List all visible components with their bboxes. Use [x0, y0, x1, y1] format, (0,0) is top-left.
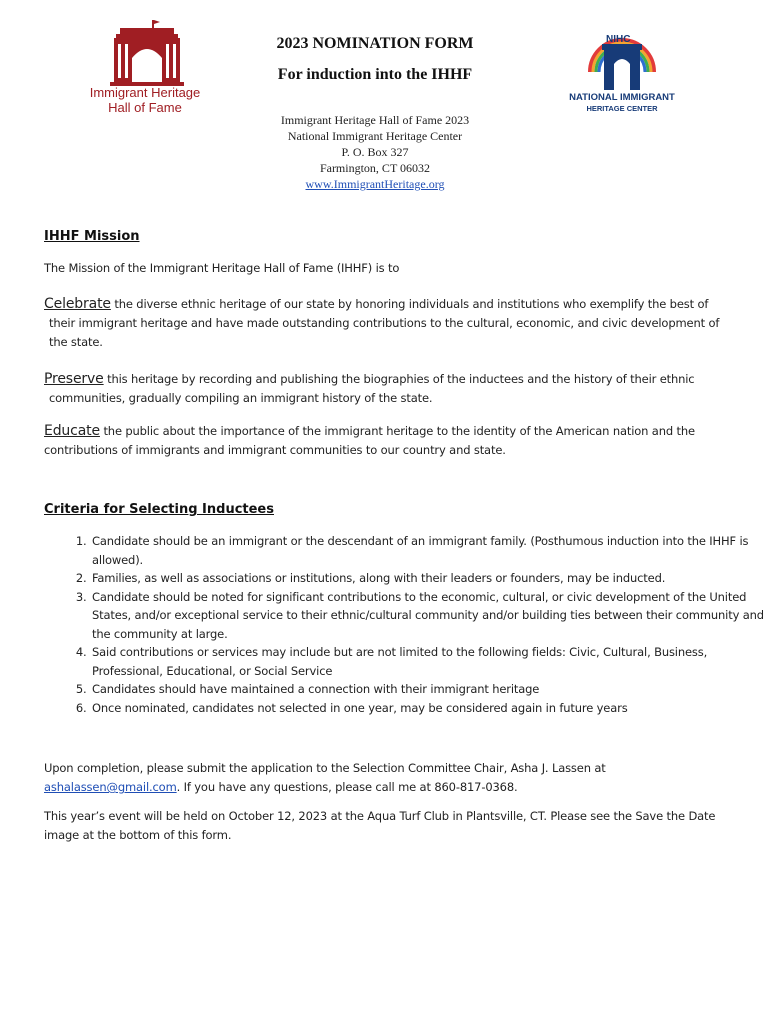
educate-line1: the public about the importance of the immigrant heritage to the identity of the American nation and the — [99, 424, 695, 438]
address-line-1: Immigrant Heritage Hall of Fame 2023 — [280, 113, 470, 127]
mission-item-preserve — [44, 370, 734, 408]
address-line-2: National Immigrant Heritage Center — [287, 129, 463, 143]
logo-left-line2: Hall of Fame — [108, 100, 182, 115]
submission-text-2: . If you have any questions, please call me at 860-817-0368. — [176, 780, 518, 794]
celebrate-line1: the diverse ethnic heritage of our state by honoring individuals and institutions who exemplify the best of — [110, 297, 709, 311]
website-link[interactable]: www.ImmigrantHeritage.org — [305, 177, 445, 191]
educate-rest: contributions of immigrants and immigrant communities to our country and state. — [44, 443, 506, 457]
logo-right-arc-text: NIHC — [606, 34, 631, 45]
mission-intro: The Mission of the Immigrant Heritage Hall of Fame (IHHF) is to — [44, 261, 400, 275]
preserve-rest: communities, gradually compiling an immigrant history of the state. — [49, 391, 433, 405]
criteria-heading: Criteria for Selecting Inductees — [44, 502, 274, 517]
nihc-arch-icon — [562, 14, 682, 94]
logo-left-line1: Immigrant Heritage — [89, 85, 201, 100]
logo-right-line1: NATIONAL IMMIGRANT — [569, 92, 675, 103]
criteria-item: 2. Families, as well as associations or institutions, along with their leaders or founders, may be inducted. — [90, 569, 770, 588]
criteria-item: 4. Said contributions or services may include but are not limited to the following fields: Civic, Cultural, Business, Professional, Educational, or Social Service — [90, 643, 770, 680]
educate-lead: Educate — [44, 423, 100, 439]
form-subtitle: For induction into the IHHF — [277, 66, 473, 83]
celebrate-lead: Celebrate — [44, 296, 111, 312]
preserve-line1: this heritage by recording and publishing the biographies of the inductees and the history of their ethnic — [103, 372, 695, 386]
address-line-4: Farmington, CT 06032 — [319, 161, 431, 175]
submission-text-1: Upon completion, please submit the application to the Selection Committee Chair, Asha J. Lassen at — [44, 761, 606, 775]
preserve-lead: Preserve — [44, 371, 104, 387]
criteria-list — [44, 532, 770, 717]
website-row — [200, 176, 550, 192]
criteria-item: 3. Candidate should be noted for significant contributions to the economic, cultural, or civic development of the United States, and/or exceptional service to their ethnic/cultural community and/or building ties between their community and the community at large. — [90, 588, 770, 644]
celebrate-rest: their immigrant heritage and have made outstanding contributions to the cultural, economic, and civic development of the state. — [49, 316, 720, 349]
form-title: 2023 NOMINATION FORM — [276, 35, 474, 52]
arch-icon — [80, 18, 210, 86]
mission-item-educate — [44, 422, 734, 460]
mission-heading: IHHF Mission — [44, 229, 140, 244]
event-paragraph: This year’s event will be held on October 12, 2023 at the Aqua Turf Club in Plantsville, CT. Please see the Save the Date image at the bottom of this form. — [44, 809, 716, 842]
address-line-3: P. O. Box 327 — [341, 145, 409, 159]
nihc-logo — [562, 14, 682, 118]
criteria-item: 5. Candidates should have maintained a connection with their immigrant heritage — [90, 680, 770, 699]
mission-item-celebrate — [44, 295, 734, 352]
criteria-item: 6. Once nominated, candidates not selected in one year, may be considered again in future years — [90, 699, 770, 718]
email-link[interactable]: ashalassen@gmail.com — [44, 780, 177, 794]
criteria-item: 1. Candidate should be an immigrant or the descendant of an immigrant family. (Posthumous induction into the IHHF is allowed). — [90, 532, 770, 569]
submission-paragraph — [44, 759, 734, 797]
logo-right-line2: HERITAGE CENTER — [586, 104, 658, 113]
ihhf-logo — [80, 18, 210, 118]
